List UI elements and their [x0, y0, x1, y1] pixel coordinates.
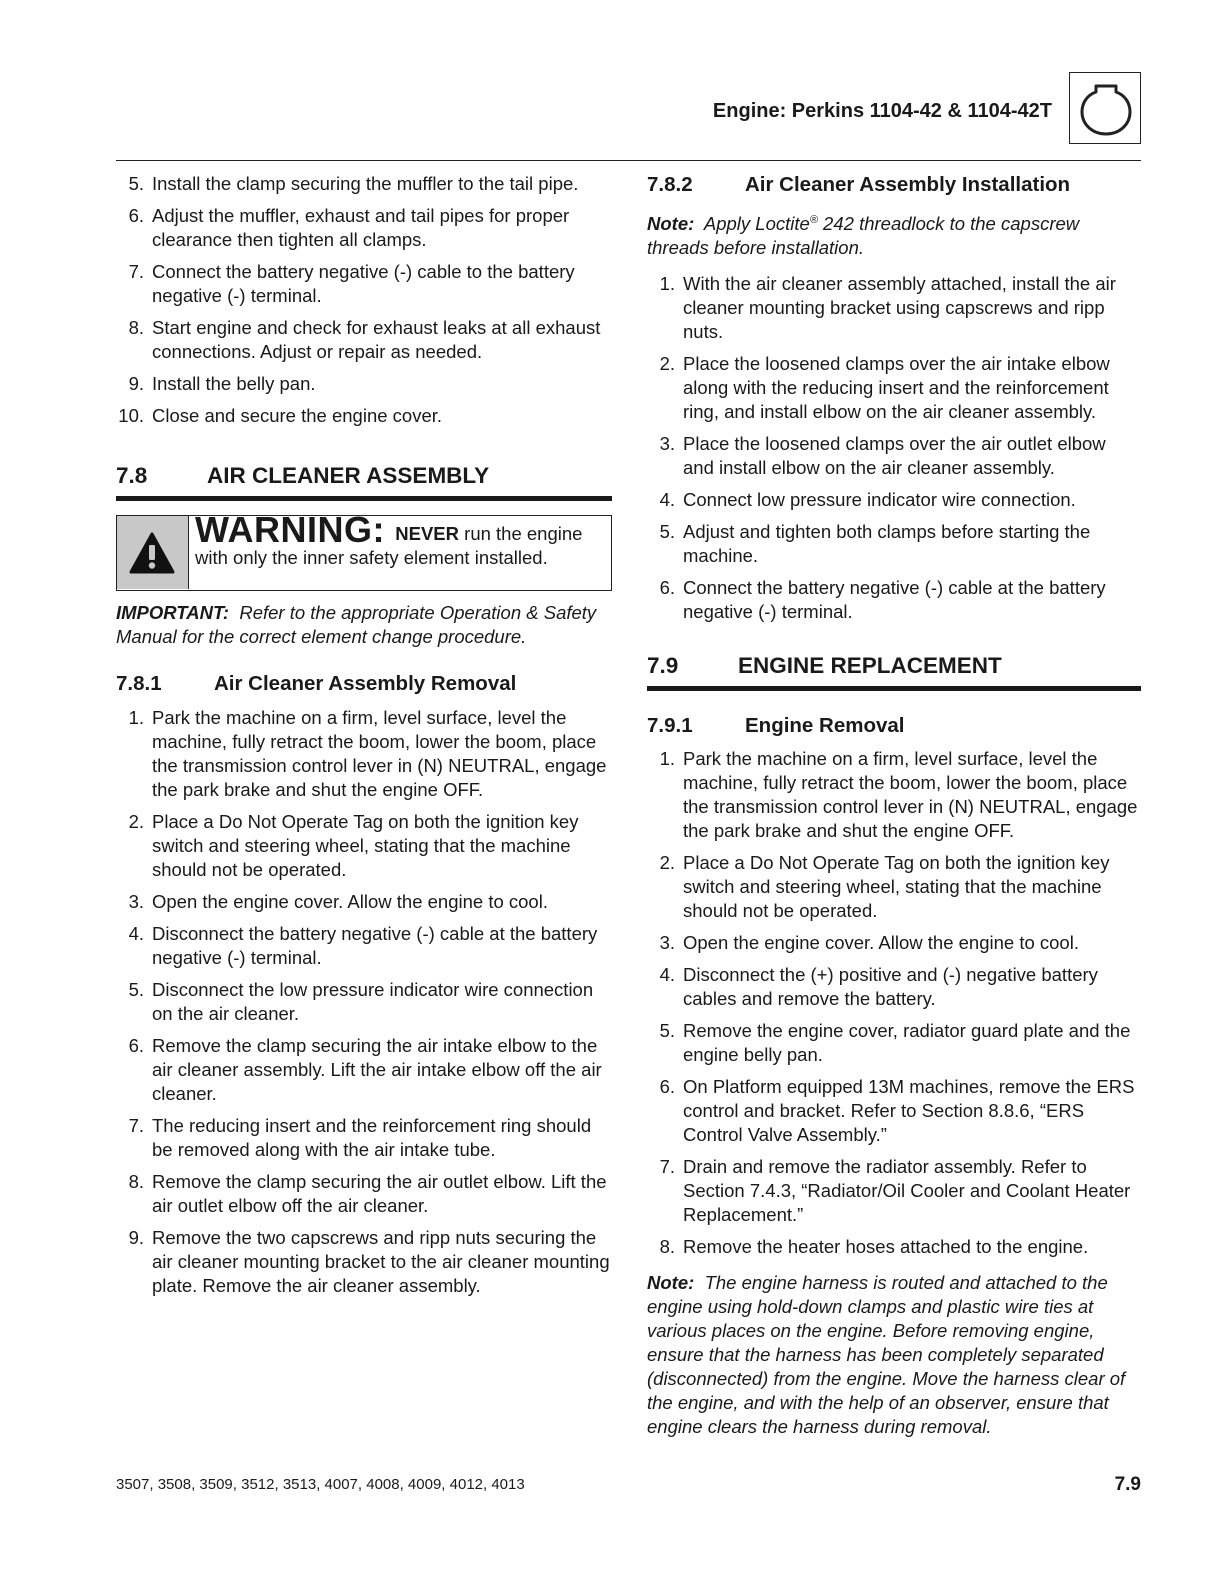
list-item: 6. Adjust the muffler, exhaust and tail pipes for proper clearance then tighten all clamps. — [128, 205, 570, 250]
list-item: 9. Remove the two capscrews and ripp nuts securing the air cleaner mounting bracket to the air cleaner mounting plate. Remove the air cleaner assembly. — [128, 1227, 610, 1296]
warning-text — [195, 509, 605, 570]
subsection-heading-7-8-1: 7.8.1 Air Cleaner Assembly Removal — [116, 672, 517, 695]
warning-never: NEVER — [395, 523, 460, 544]
list-item: 5. Install the clamp securing the muffler to the tail pipe. — [128, 173, 579, 194]
list-item: 6. Connect the battery negative (-) cable at the battery negative (-) terminal. — [659, 577, 1106, 623]
list-item: 4. Disconnect the battery negative (-) cable at the battery negative (-) terminal. — [128, 923, 598, 968]
list-item: 8. Remove the heater hoses attached to the engine. — [659, 1236, 1089, 1258]
warning-triangle-icon — [117, 516, 189, 589]
subsection-heading-7-8-2: 7.8.2 Air Cleaner Assembly Installation — [647, 173, 1071, 196]
list-item: 3. Open the engine cover. Allow the engine to cool. — [659, 932, 1079, 954]
list-item: 2. Place a Do Not Operate Tag on both the ignition key switch and steering wheel, stating that the machine should not be operated. — [659, 852, 1110, 922]
list-item: 1. With the air cleaner assembly attached, install the air cleaner mounting bracket using capscrews and ripp nuts. — [659, 273, 1116, 343]
section-heading-7-8: 7.8 AIR CLEANER ASSEMBLY — [116, 463, 490, 488]
header-divider — [116, 160, 1141, 161]
loctite-note: Note: Apply Loctite® 242 threadlock to the capscrew threads before installation. — [647, 213, 1080, 259]
list-item: 5. Remove the engine cover, radiator guard plate and the engine belly pan. — [659, 1020, 1131, 1066]
list-item: 2. Place the loosened clamps over the air intake elbow along with the reducing insert and the reinforcement ring, and install elbow on the air cleaner assembly. — [659, 353, 1110, 423]
list-item: 3. Open the engine cover. Allow the engine to cool. — [128, 891, 548, 912]
footer-model-numbers: 3507, 3508, 3509, 3512, 3513, 4007, 4008, 4009, 4012, 4013 — [116, 1476, 525, 1493]
list-item: 8. Remove the clamp securing the air outlet elbow. Lift the air outlet elbow off the air cleaner. — [128, 1171, 607, 1216]
section-heading-7-9: 7.9 ENGINE REPLACEMENT — [647, 653, 1002, 679]
list-item: 7. The reducing insert and the reinforcement ring should be removed along with the air intake tube. — [128, 1115, 592, 1160]
left-column — [116, 172, 612, 1306]
warning-box — [116, 509, 612, 591]
list-item: 1. Park the machine on a firm, level surface, level the machine, fully retract the boom, lower the boom, place the transmission control lever in (N) NEUTRAL, engage the park brake and shut the engine OFF. — [128, 707, 607, 800]
list-item: 9. Install the belly pan. — [128, 373, 316, 394]
list-item: 7. Drain and remove the radiator assembly. Refer to Section 7.4.3, “Radiator/Oil Cooler and Coolant Heater Replacement.” — [659, 1156, 1131, 1226]
list-item: 5. Adjust and tighten both clamps before starting the machine. — [659, 521, 1091, 567]
engine-removal-steps-list — [647, 747, 1141, 1259]
list-item: 6. Remove the clamp securing the air intake elbow to the air cleaner assembly. Lift the air intake elbow off the air cleaner. — [128, 1035, 602, 1104]
section-rule — [116, 496, 612, 501]
page-header-title: Engine: Perkins 1104-42 & 1104-42T — [712, 100, 1052, 122]
list-item: 8. Start engine and check for exhaust leaks at all exhaust connections. Adjust or repair as needed. — [128, 317, 601, 362]
install-steps-list — [647, 272, 1141, 624]
list-item: 3. Place the loosened clamps over the air outlet elbow and install elbow on the air cleaner assembly. — [659, 433, 1106, 479]
list-item: 7. Connect the battery negative (-) cable to the battery negative (-) terminal. — [128, 261, 575, 306]
warning-label: WARNING: — [195, 509, 385, 550]
list-item: 1. Park the machine on a firm, level surface, level the machine, fully retract the boom, lower the boom, place the transmission control lever in (N) NEUTRAL, engage the park brake and shut the engine OFF. — [659, 748, 1138, 842]
subsection-heading-7-9-1: 7.9.1 Engine Removal — [647, 714, 905, 738]
removal-steps-list — [116, 706, 612, 1298]
warning-body: run the engine with only the inner safety element installed. — [195, 523, 583, 568]
right-column — [647, 172, 1141, 1439]
page-number: 7.9 — [1114, 1474, 1141, 1495]
list-item: 4. Connect low pressure indicator wire connection. — [659, 489, 1076, 511]
harness-note: Note: The engine harness is routed and attached to the engine using hold-down clamps and plastic wire ties at various places on the engine. Before removing engine, ensure that the harness has been completely separated (disconnected) from the engine. Move the harness clear of the engine, and with the help of an observer, ensure that engine clears the harness during removal. — [647, 1272, 1126, 1438]
list-item: 4. Disconnect the (+) positive and (-) negative battery cables and remove the battery. — [659, 964, 1098, 1010]
list-item: 6. On Platform equipped 13M machines, remove the ERS control and bracket. Refer to Section 8.8.6, “ERS Control Valve Assembly.” — [659, 1076, 1135, 1146]
important-note: IMPORTANT: Refer to the appropriate Operation & Safety Manual for the correct element change procedure. — [116, 602, 597, 647]
list-item: 2. Place a Do Not Operate Tag on both the ignition key switch and steering wheel, stating that the machine should not be operated. — [128, 811, 579, 880]
engine-icon — [1069, 72, 1141, 144]
list-item: 10. Close and secure the engine cover. — [118, 405, 443, 426]
list-item: 5. Disconnect the low pressure indicator wire connection on the air cleaner. — [128, 979, 594, 1024]
continued-steps-list — [116, 172, 612, 428]
